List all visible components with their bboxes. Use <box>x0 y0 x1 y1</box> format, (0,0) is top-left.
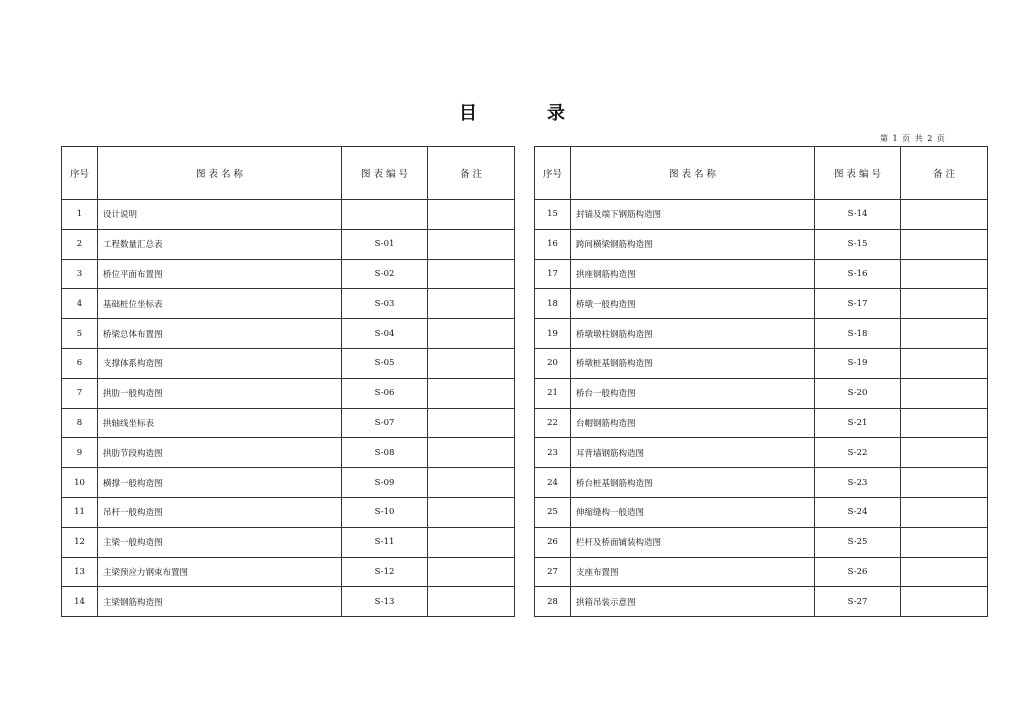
row-index: 24 <box>535 468 571 498</box>
row-code: S-17 <box>815 289 901 319</box>
row-note <box>901 438 988 468</box>
header-note: 备 注 <box>901 147 988 200</box>
row-note <box>428 408 515 438</box>
row-index: 9 <box>62 438 98 468</box>
row-name: 栏杆及桥面铺装构造图 <box>571 527 815 557</box>
row-note <box>901 468 988 498</box>
row-code: S-24 <box>815 497 901 527</box>
row-name: 拱箱吊装示意图 <box>571 587 815 617</box>
row-index: 25 <box>535 497 571 527</box>
table-row <box>62 259 515 289</box>
row-note <box>428 259 515 289</box>
table-row <box>62 587 515 617</box>
row-name: 桥台一般构造图 <box>571 378 815 408</box>
row-index: 18 <box>535 289 571 319</box>
row-code: S-23 <box>815 468 901 498</box>
row-code: S-20 <box>815 378 901 408</box>
row-note <box>428 497 515 527</box>
row-note <box>901 259 988 289</box>
header-row <box>62 147 515 200</box>
row-note <box>901 378 988 408</box>
page-title <box>0 99 1024 125</box>
table-row <box>535 289 988 319</box>
row-name: 耳背墙钢筋构造图 <box>571 438 815 468</box>
row-note <box>428 438 515 468</box>
row-note <box>428 200 515 230</box>
row-code: S-22 <box>815 438 901 468</box>
row-note <box>428 348 515 378</box>
row-name: 设计说明 <box>98 200 342 230</box>
table-row <box>62 468 515 498</box>
table-row <box>535 200 988 230</box>
row-name: 桥位平面布置图 <box>98 259 342 289</box>
row-code: S-01 <box>342 229 428 259</box>
row-code: S-21 <box>815 408 901 438</box>
table-row <box>62 378 515 408</box>
header-index: 序号 <box>62 147 98 200</box>
row-index: 7 <box>62 378 98 408</box>
row-note <box>901 200 988 230</box>
row-name: 桥台桩基钢筋构造图 <box>571 468 815 498</box>
row-index: 15 <box>535 200 571 230</box>
header-name: 图 表 名 称 <box>98 147 342 200</box>
row-code: S-14 <box>815 200 901 230</box>
row-name: 横撑一般构造图 <box>98 468 342 498</box>
row-index: 20 <box>535 348 571 378</box>
row-name: 基础桩位坐标表 <box>98 289 342 319</box>
row-note <box>901 319 988 349</box>
row-name: 桥梁总体布置图 <box>98 319 342 349</box>
row-code: S-07 <box>342 408 428 438</box>
row-name: 跨间横梁钢筋构造图 <box>571 229 815 259</box>
row-name: 主梁一般构造图 <box>98 527 342 557</box>
row-code: S-09 <box>342 468 428 498</box>
row-note <box>901 587 988 617</box>
row-name: 主梁钢筋构造图 <box>98 587 342 617</box>
title-char-2: 录 <box>547 103 565 124</box>
row-name: 桥墩桩基钢筋构造图 <box>571 348 815 378</box>
row-index: 6 <box>62 348 98 378</box>
table-row <box>62 557 515 587</box>
row-name: 拱座钢筋构造图 <box>571 259 815 289</box>
row-note <box>901 557 988 587</box>
row-name: 桥墩墩柱钢筋构造图 <box>571 319 815 349</box>
row-index: 2 <box>62 229 98 259</box>
table-row <box>62 319 515 349</box>
table-row <box>62 527 515 557</box>
row-note <box>428 319 515 349</box>
catalog-table-right <box>534 146 988 617</box>
table-row <box>535 587 988 617</box>
table-row <box>62 229 515 259</box>
row-index: 17 <box>535 259 571 289</box>
table-row <box>535 527 988 557</box>
row-name: 拱轴线坐标表 <box>98 408 342 438</box>
table-row <box>535 557 988 587</box>
row-index: 19 <box>535 319 571 349</box>
row-name: 支座布置图 <box>571 557 815 587</box>
row-index: 26 <box>535 527 571 557</box>
row-code: S-15 <box>815 229 901 259</box>
row-note <box>428 289 515 319</box>
row-name: 工程数量汇总表 <box>98 229 342 259</box>
row-index: 5 <box>62 319 98 349</box>
row-note <box>428 587 515 617</box>
header-code: 图 表 编 号 <box>342 147 428 200</box>
row-index: 12 <box>62 527 98 557</box>
row-note <box>428 557 515 587</box>
row-note <box>428 229 515 259</box>
row-name: 吊杆一般构造图 <box>98 497 342 527</box>
row-code: S-18 <box>815 319 901 349</box>
row-name: 拱肋节段构造图 <box>98 438 342 468</box>
title-char-1: 目 <box>459 103 477 124</box>
page-info: 第 1 页 共 2 页 <box>880 134 946 143</box>
header-row <box>535 147 988 200</box>
row-code <box>342 200 428 230</box>
row-code: S-05 <box>342 348 428 378</box>
table-row <box>535 408 988 438</box>
row-index: 1 <box>62 200 98 230</box>
row-note <box>901 527 988 557</box>
row-note <box>901 348 988 378</box>
row-code: S-08 <box>342 438 428 468</box>
table-row <box>62 497 515 527</box>
row-index: 13 <box>62 557 98 587</box>
row-index: 23 <box>535 438 571 468</box>
row-name: 伸缩缝构一般造图 <box>571 497 815 527</box>
table-row <box>535 497 988 527</box>
row-name: 桥墩一般构造图 <box>571 289 815 319</box>
row-code: S-11 <box>342 527 428 557</box>
row-code: S-12 <box>342 557 428 587</box>
row-index: 14 <box>62 587 98 617</box>
row-code: S-02 <box>342 259 428 289</box>
row-note <box>901 289 988 319</box>
row-name: 支撑体系构造图 <box>98 348 342 378</box>
row-name: 主梁预应力钢束布置图 <box>98 557 342 587</box>
row-name: 封锚及端下钢筋构造图 <box>571 200 815 230</box>
row-code: S-03 <box>342 289 428 319</box>
header-code: 图 表 编 号 <box>815 147 901 200</box>
row-name: 台帽钢筋构造图 <box>571 408 815 438</box>
row-code: S-27 <box>815 587 901 617</box>
row-code: S-26 <box>815 557 901 587</box>
row-note <box>428 378 515 408</box>
table-row <box>62 289 515 319</box>
row-index: 27 <box>535 557 571 587</box>
header-note: 备 注 <box>428 147 515 200</box>
row-index: 16 <box>535 229 571 259</box>
catalog-table-left <box>61 146 515 617</box>
row-note <box>901 229 988 259</box>
table-row <box>62 408 515 438</box>
row-code: S-13 <box>342 587 428 617</box>
table-row <box>535 259 988 289</box>
header-index: 序号 <box>535 147 571 200</box>
row-note <box>428 468 515 498</box>
row-index: 8 <box>62 408 98 438</box>
table-row <box>535 229 988 259</box>
row-note <box>901 497 988 527</box>
row-index: 22 <box>535 408 571 438</box>
header-name: 图 表 名 称 <box>571 147 815 200</box>
row-code: S-16 <box>815 259 901 289</box>
row-index: 10 <box>62 468 98 498</box>
row-note <box>428 527 515 557</box>
row-index: 28 <box>535 587 571 617</box>
table-row <box>535 348 988 378</box>
row-code: S-04 <box>342 319 428 349</box>
table-row <box>62 200 515 230</box>
row-index: 11 <box>62 497 98 527</box>
row-note <box>901 408 988 438</box>
table-row <box>535 319 988 349</box>
table-row <box>535 378 988 408</box>
row-name: 拱肋一般构造图 <box>98 378 342 408</box>
table-row <box>62 438 515 468</box>
table-row <box>535 438 988 468</box>
row-index: 4 <box>62 289 98 319</box>
row-code: S-06 <box>342 378 428 408</box>
row-index: 21 <box>535 378 571 408</box>
row-code: S-19 <box>815 348 901 378</box>
table-row <box>535 468 988 498</box>
table-row <box>62 348 515 378</box>
row-index: 3 <box>62 259 98 289</box>
row-code: S-10 <box>342 497 428 527</box>
row-code: S-25 <box>815 527 901 557</box>
